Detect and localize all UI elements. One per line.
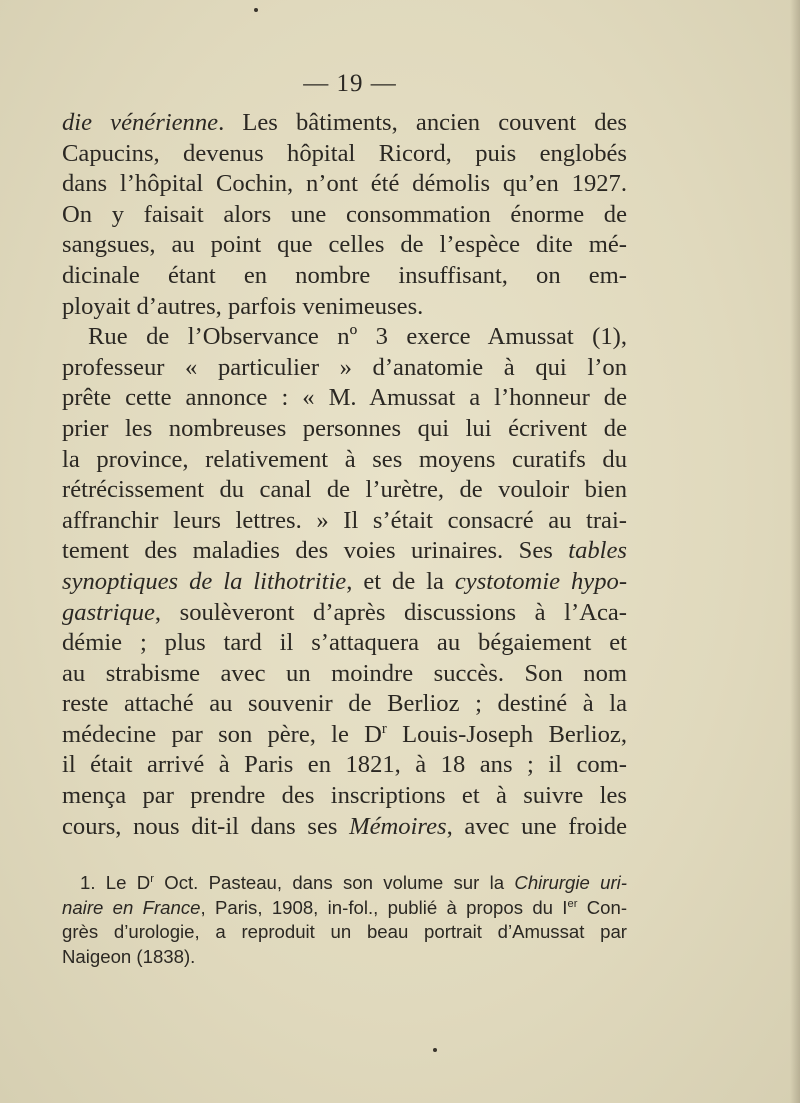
- text-line: dans l’hôpital Cochin, n’ont été démolis qu’en 1927.: [62, 170, 627, 198]
- page-number: — 19 —: [303, 70, 397, 97]
- italic-term: synoptiques de la lithotritie: [62, 567, 347, 595]
- italic-term: Chirurgie uri-: [514, 872, 628, 893]
- text-span: cours, nous dit-il dans ses: [62, 812, 350, 840]
- text-span: , soulèveront d’après discussions à l’Aca-: [154, 598, 627, 626]
- text-line: [62, 536, 627, 567]
- footnote: [62, 871, 627, 970]
- text-line: la province, relativement à ses moyens curatifs du: [62, 445, 627, 473]
- text-line: [62, 108, 627, 139]
- text-line: ployait d’autres, parfois venimeuses.: [62, 292, 424, 320]
- text-line: rétrécissement du canal de l’urètre, de vouloir bien: [62, 476, 627, 504]
- text-span: , et de la: [346, 567, 455, 595]
- italic-term: Mémoires: [349, 812, 447, 840]
- paper-speck: [254, 8, 258, 12]
- italic-term: naire en France: [62, 896, 201, 918]
- text-span: , Paris, 1908, in-fol., publié à propos du I: [200, 896, 568, 918]
- text-span: 1. Le D: [80, 872, 151, 893]
- text-span: Louis-Joseph Berlioz,: [386, 720, 627, 748]
- footnote-line: [62, 871, 627, 896]
- text-line: au strabisme avec un moindre succès. Son nom: [62, 659, 627, 687]
- text-line: mença par prendre des inscriptions et à suivre les: [62, 782, 627, 810]
- paper-speck: [433, 1048, 437, 1052]
- text-line: prier les nombreuses personnes qui lui écrivent de: [62, 414, 627, 442]
- italic-term: cystotomie hypo-: [454, 567, 628, 595]
- text-span: médecine par son père, le D: [62, 720, 382, 748]
- text-line: reste attaché au souvenir de Berlioz ; destiné à la: [62, 690, 627, 718]
- text-line: On y faisait alors une consommation énorme de: [62, 200, 627, 228]
- text-line: [62, 720, 627, 751]
- text-line: prête cette annonce : « M. Amussat a l’honneur de: [62, 384, 627, 412]
- superscript: r: [150, 872, 154, 885]
- page-edge-shadow: [790, 0, 800, 1103]
- footnote-line: [62, 896, 627, 921]
- text-line: [62, 598, 627, 629]
- italic-term: gastrique: [62, 598, 155, 626]
- superscript: er: [567, 897, 578, 910]
- body-text: [62, 108, 627, 842]
- footnote-line: grès d’urologie, a reproduit un beau portrait d’Amussat par: [62, 921, 627, 943]
- text-line: Capucins, devenus hôpital Ricord, puis englobés: [62, 139, 627, 167]
- text-line: professeur « particulier » d’anatomie à qui l’on: [62, 353, 627, 381]
- footnote-line: Naigeon (1838).: [62, 946, 196, 968]
- text-line: [62, 567, 627, 598]
- italic-term: tables: [568, 537, 627, 565]
- text-line: [62, 812, 627, 843]
- text-span: Con-: [577, 896, 628, 918]
- text-span: Oct. Pasteau, dans son volume sur la: [153, 872, 515, 893]
- text-line: dicinale étant en nombre insuffisant, on em-: [62, 261, 627, 289]
- text-line: affranchir leurs lettres. » Il s’était consacré au trai-: [62, 506, 627, 534]
- text-line: il était arrivé à Paris en 1821, à 18 ans ; il com-: [62, 751, 627, 779]
- text-span: , avec une froide: [446, 812, 627, 840]
- text-line: Rue de l’Observance nº 3 exerce Amussat (1),: [88, 323, 627, 351]
- text-span: tement des maladies des voies urinaires. Ses: [62, 537, 569, 565]
- italic-term: die vénérienne: [62, 109, 219, 136]
- text-line: sangsues, au point que celles de l’espèce dite mé-: [62, 231, 627, 259]
- superscript: r: [381, 720, 387, 737]
- text-span: . Les bâtiments, ancien couvent des: [218, 109, 627, 136]
- text-line: démie ; plus tard il s’attaquera au bégaiement et: [62, 629, 627, 657]
